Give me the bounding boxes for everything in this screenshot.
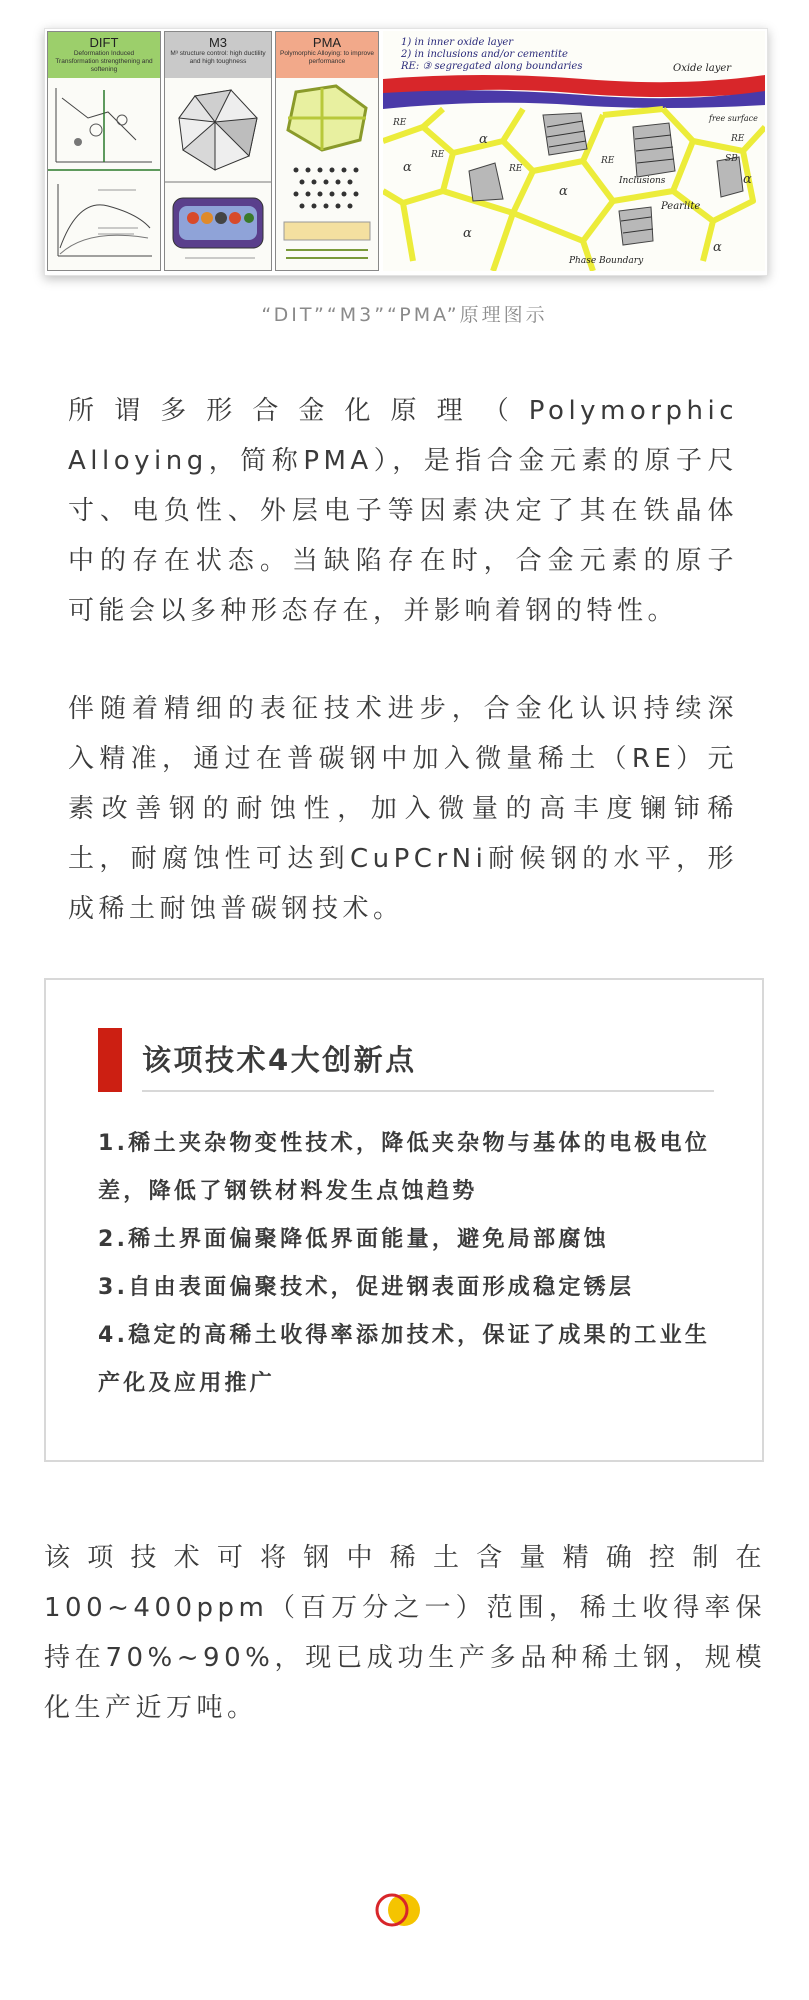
title-divider <box>142 1090 714 1092</box>
innovation-item-3: 3.自由表面偏聚技术，促进钢表面形成稳定锈层 <box>98 1275 635 1300</box>
pma-panel <box>275 31 379 271</box>
label-inclusions: Inclusions <box>619 176 666 186</box>
svg-text:RE: RE <box>393 118 407 128</box>
dift-panel <box>47 31 161 271</box>
m3-panel <box>164 31 272 271</box>
micro-note-2: 2) in inclusions and/or cementite <box>401 49 568 60</box>
svg-text:RE: RE <box>601 156 615 166</box>
two-circles-logo-icon <box>374 1892 428 1928</box>
label-free-surface: free surface <box>709 114 758 123</box>
pma-subtitle: Polymorphic Alloying: to improve performance <box>280 50 374 65</box>
innovation-box <box>44 978 764 1462</box>
innovation-title: 该项技术4大创新点 <box>142 1043 417 1077</box>
dift-sketch <box>48 78 160 270</box>
label-phase-boundary: Phase Boundary <box>569 256 644 266</box>
svg-text:α: α <box>559 184 568 199</box>
m3-subtitle: M³ structure control: high ductility and high toughness <box>170 50 266 65</box>
svg-text:α: α <box>743 172 752 187</box>
label-oxide-layer: Oxide layer <box>673 63 732 74</box>
paragraph-pma: 所谓多形合金化原理（Polymorphic Alloying，简称PMA），是指合金元素的原子尺寸、电负性、外层电子等因素决定了其在铁晶体中的存在状态。当缺陷存在时，合金元素的原子可能会以多种形态存在，并影响着钢的特性。 <box>68 396 738 626</box>
dift-title: DIFT <box>89 35 119 50</box>
microstructure-sketch <box>383 31 765 271</box>
dift-subtitle: Deformation Induced Transformation strengthening and softening <box>55 50 153 73</box>
svg-text:RE: RE <box>731 134 745 144</box>
micro-note-3: RE: ③ segregated along boundaries <box>401 61 583 72</box>
svg-text:α: α <box>479 132 488 147</box>
svg-text:RE: RE <box>431 150 445 160</box>
principle-figure <box>44 28 768 276</box>
figure-caption: “DIT”“M3”“PMA”原理图示 <box>261 304 548 326</box>
pma-title: PMA <box>312 35 342 50</box>
label-pearlite: Pearlite <box>661 201 701 212</box>
svg-text:RE: RE <box>509 164 523 174</box>
svg-text:α: α <box>403 160 412 175</box>
innovation-item-4: 4.稳定的高稀土收得率添加技术，保证了成果的工业生产化及应用推广 <box>98 1323 711 1396</box>
micro-note-1: 1) in inner oxide layer <box>401 37 514 48</box>
innovation-item-1: 1.稀土夹杂物变性技术，降低夹杂物与基体的电极电位差，降低了钢铁材料发生点蚀趋势 <box>98 1131 711 1204</box>
svg-text:α: α <box>463 226 472 241</box>
title-accent-bar <box>98 1028 122 1092</box>
m3-sketch <box>165 78 271 270</box>
innovation-item-2: 2.稀土界面偏聚降低界面能量，避免局部腐蚀 <box>98 1227 609 1252</box>
pma-sketch <box>276 78 378 270</box>
label-sb: SB <box>725 154 738 164</box>
paragraph-production: 该项技术可将钢中稀土含量精确控制在100~400ppm（百万分之一）范围，稀土收得率保持在70%~90%，现已成功生产多品种稀土钢，规模化生产近万吨。 <box>44 1543 766 1723</box>
svg-text:α: α <box>713 240 722 255</box>
paragraph-re-steel: 伴随着精细的表征技术进步，合金化认识持续深入精准，通过在普碳钢中加入微量稀土（RE）元素改善钢的耐蚀性，加入微量的高丰度镧铈稀土，耐腐蚀性可达到CuPCrNi耐候钢的水平，形成稀土耐蚀普碳钢技术。 <box>68 694 738 924</box>
m3-title: M3 <box>208 35 228 50</box>
microstructure-drawing <box>383 31 765 271</box>
innovation-list <box>98 1120 718 1408</box>
